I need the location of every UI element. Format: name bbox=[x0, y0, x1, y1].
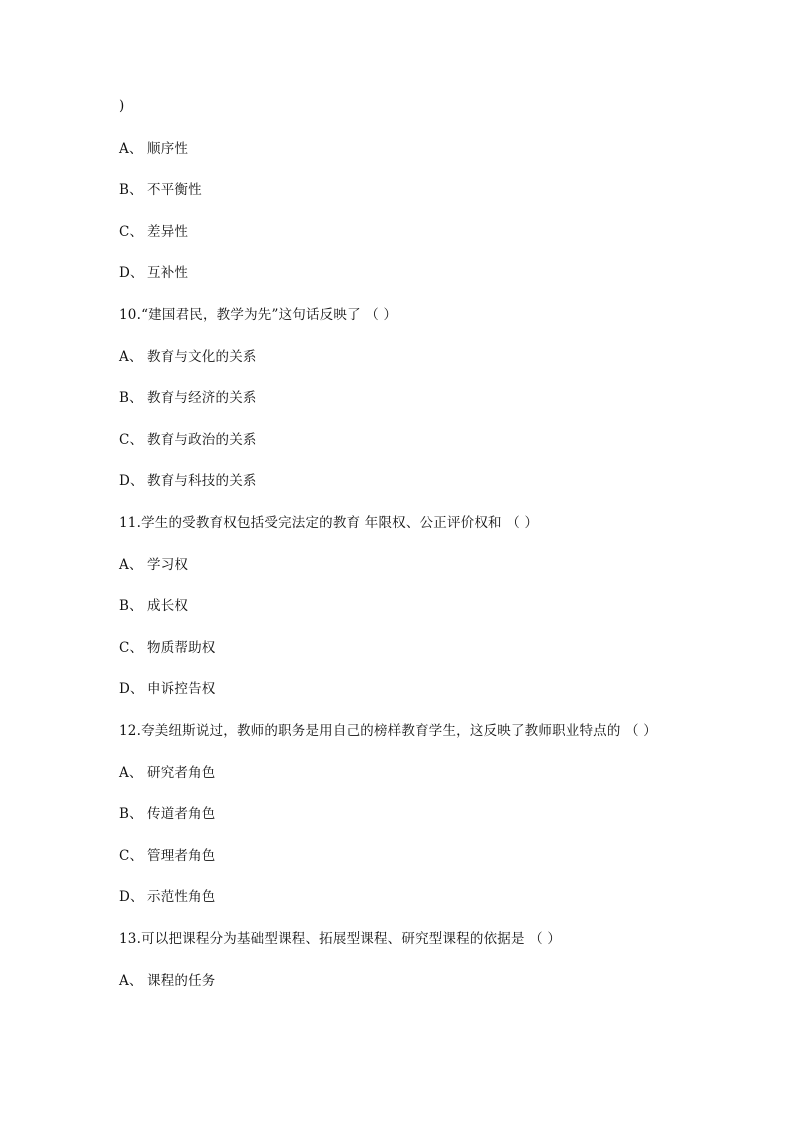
option-text: 管理者角色 bbox=[147, 848, 216, 864]
option-a bbox=[119, 140, 188, 158]
option-text: 成长权 bbox=[147, 598, 189, 614]
option-text: 不平衡性 bbox=[147, 182, 202, 198]
option-b bbox=[119, 597, 188, 615]
carryover-paren: ) bbox=[119, 98, 125, 114]
option-text: 教育与政治的关系 bbox=[147, 432, 257, 448]
option-letter: B、 bbox=[119, 390, 143, 406]
option-text: 教育与经济的关系 bbox=[147, 390, 257, 406]
option-letter: B、 bbox=[119, 182, 143, 198]
option-text: 示范性角色 bbox=[147, 889, 216, 905]
option-letter: D、 bbox=[119, 473, 144, 489]
question-11: 11.学生的受教育权包括受完法定的教育 年限权、公正评价权和 （ ） bbox=[119, 515, 539, 531]
option-d bbox=[119, 264, 188, 282]
question-13: 13.可以把课程分为基础型课程、拓展型课程、研究型课程的依据是 （ ） bbox=[119, 931, 562, 947]
option-letter: D、 bbox=[119, 681, 144, 697]
option-text: 申诉控告权 bbox=[147, 681, 216, 697]
option-text: 课程的任务 bbox=[147, 973, 216, 989]
option-c bbox=[119, 431, 257, 449]
option-letter: A、 bbox=[119, 973, 143, 989]
question-12: 12.夸美纽斯说过，教师的职务是用自己的榜样教育学生，这反映了教师职业特点的 （ ） bbox=[119, 723, 657, 739]
option-b bbox=[119, 181, 202, 199]
option-b bbox=[119, 805, 216, 823]
option-c bbox=[119, 223, 188, 241]
option-letter: C、 bbox=[119, 640, 144, 656]
option-d bbox=[119, 680, 216, 698]
option-text: 传道者角色 bbox=[147, 806, 216, 822]
option-letter: A、 bbox=[119, 349, 143, 365]
option-a bbox=[119, 556, 188, 574]
option-text: 物质帮助权 bbox=[147, 640, 216, 656]
option-b bbox=[119, 389, 257, 407]
option-letter: C、 bbox=[119, 224, 144, 240]
option-letter: A、 bbox=[119, 557, 143, 573]
option-text: 互补性 bbox=[147, 265, 189, 281]
option-c bbox=[119, 847, 216, 865]
option-text: 差异性 bbox=[147, 224, 189, 240]
option-a bbox=[119, 972, 216, 990]
option-letter: A、 bbox=[119, 141, 143, 157]
option-d bbox=[119, 472, 257, 490]
option-text: 学习权 bbox=[147, 557, 189, 573]
option-text: 教育与科技的关系 bbox=[147, 473, 257, 489]
option-d bbox=[119, 888, 216, 906]
option-c bbox=[119, 639, 216, 657]
option-letter: C、 bbox=[119, 848, 144, 864]
option-letter: C、 bbox=[119, 432, 144, 448]
question-10: 10.“建国君民，教学为先”这句话反映了 （ ） bbox=[119, 307, 398, 323]
option-text: 顺序性 bbox=[147, 141, 189, 157]
option-letter: A、 bbox=[119, 765, 143, 781]
option-a bbox=[119, 764, 216, 782]
option-letter: D、 bbox=[119, 889, 144, 905]
option-letter: B、 bbox=[119, 806, 143, 822]
option-letter: B、 bbox=[119, 598, 143, 614]
option-a bbox=[119, 348, 257, 366]
option-text: 研究者角色 bbox=[147, 765, 216, 781]
option-text: 教育与文化的关系 bbox=[147, 349, 257, 365]
option-letter: D、 bbox=[119, 265, 144, 281]
